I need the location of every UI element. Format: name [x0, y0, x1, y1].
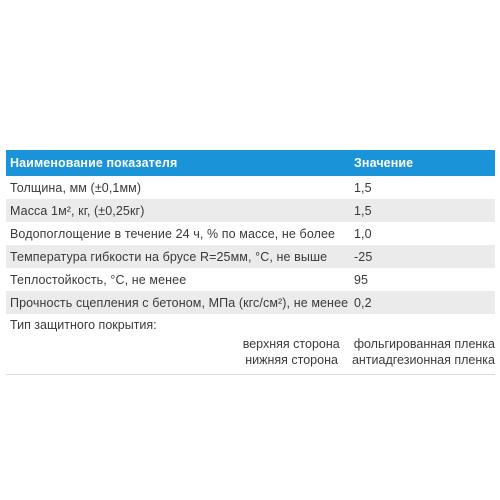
spec-table	[6, 150, 495, 375]
cover-side-value: фольгированная пленка	[353, 337, 495, 351]
bottom-divider	[6, 374, 495, 375]
table-row	[6, 199, 495, 222]
table-header	[6, 150, 495, 176]
row-name: Масса 1м², кг, (±0,25кг)	[10, 203, 145, 218]
cover-side-value: антиадгезионная пленка	[351, 353, 495, 367]
table-row	[6, 268, 495, 291]
row-name: Толщина, мм (±0,1мм)	[10, 180, 142, 195]
cover-type-title: Тип защитного покрытия:	[10, 318, 157, 332]
cover-side-label: нижняя сторона	[245, 353, 338, 367]
table-row	[6, 222, 495, 245]
row-name: Температура гибкости на брусе R=25мм, °С, не выше	[10, 249, 328, 264]
table-row	[6, 176, 495, 199]
cover-type-block	[6, 314, 495, 375]
row-value: 95	[354, 272, 369, 287]
row-name: Теплостойкость, °С, не менее	[10, 272, 187, 287]
table-row	[6, 291, 495, 314]
row-value: 1,0	[354, 226, 372, 241]
row-value: -25	[354, 249, 373, 264]
row-value: 1,5	[354, 180, 372, 195]
table-row	[6, 245, 495, 268]
row-value: 1,5	[354, 203, 372, 218]
cover-side-label: верхняя сторона	[242, 337, 340, 351]
cover-line-top	[6, 336, 495, 352]
row-name: Прочность сцепления с бетоном, МПа (кгс/см²), не менее	[10, 295, 349, 310]
row-name: Водопоглощение в течение 24 ч, % по массе, не более	[10, 226, 336, 241]
header-value: Значение	[354, 156, 414, 170]
row-value: 0,2	[354, 295, 372, 310]
cover-line-bottom	[6, 352, 495, 368]
header-name: Наименование показателя	[10, 156, 178, 170]
